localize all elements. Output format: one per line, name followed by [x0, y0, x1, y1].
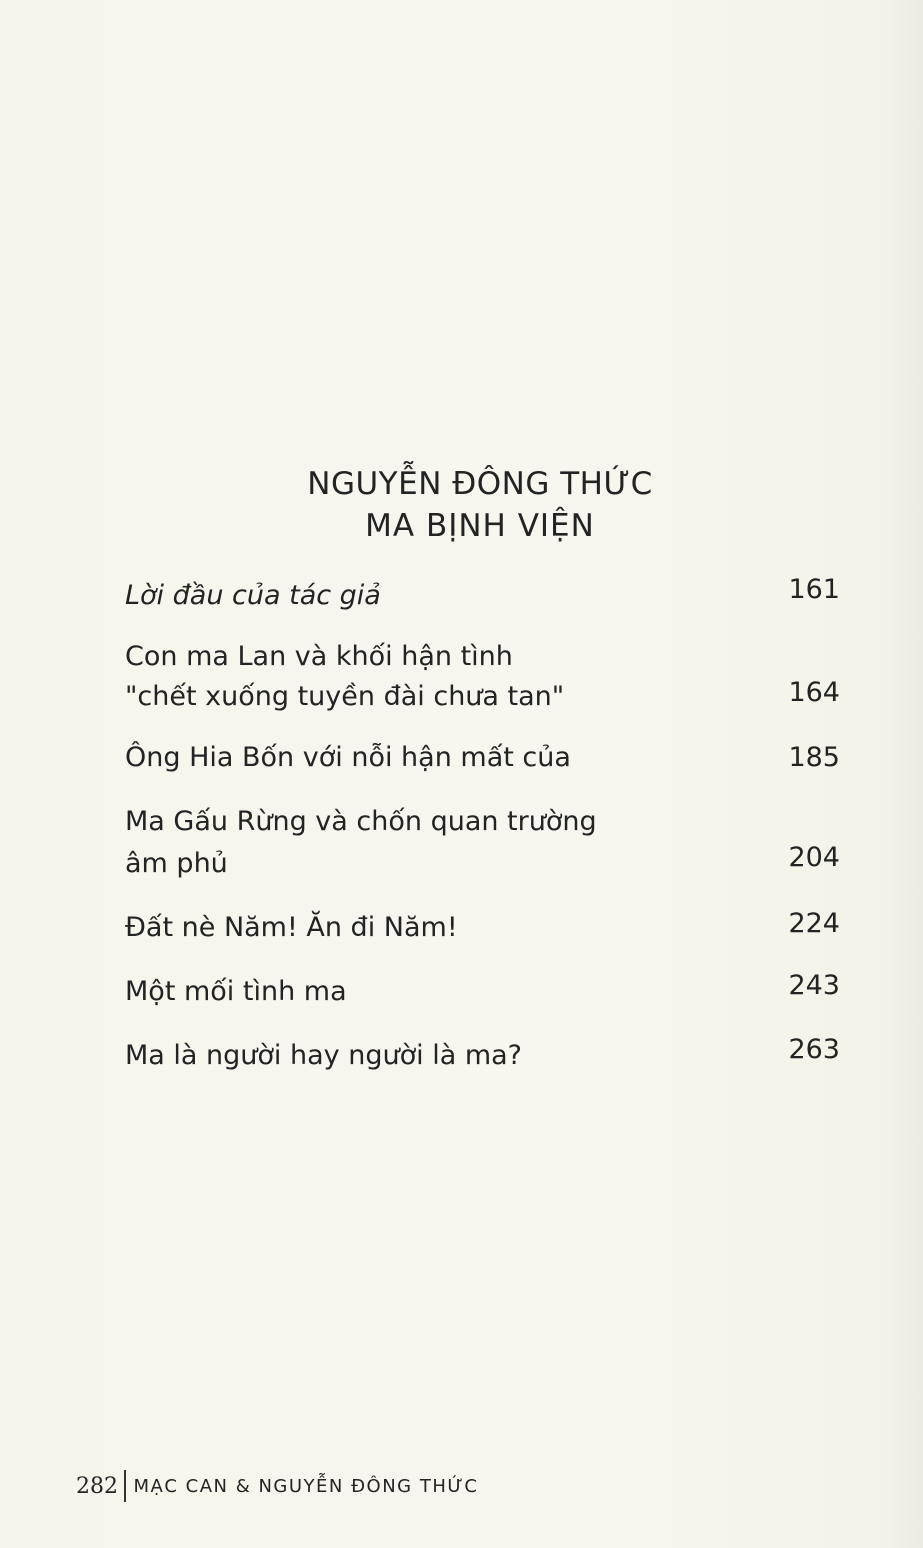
- toc-entry: [125, 802, 840, 882]
- toc-entry-title-line2: âm phủ: [125, 848, 228, 879]
- footer-divider: [124, 1470, 126, 1502]
- running-head: MẠC CAN & NGUYỄN ĐÔNG THỨC: [133, 1475, 479, 1497]
- toc-entry-title: Lời đầu của tác giả: [125, 580, 381, 611]
- toc-entry-page: 263: [788, 1034, 840, 1065]
- toc-entry-page: 204: [788, 842, 840, 873]
- toc-entry: [125, 570, 840, 610]
- toc-entry-title: Ma là người hay người là ma?: [125, 1040, 523, 1071]
- page-number: 282: [76, 1473, 118, 1499]
- toc-entry: [125, 637, 840, 717]
- section-author: NGUYỄN ĐÔNG THỨC: [307, 466, 653, 502]
- toc-entry: [125, 738, 840, 778]
- page-edge-shadow: [883, 0, 923, 1548]
- toc-entry-title-line2: "chết xuống tuyền đài chưa tan": [125, 681, 565, 712]
- toc-entry: [125, 966, 840, 1006]
- toc-entry-title: Con ma Lan và khối hận tình: [125, 641, 513, 672]
- toc-entry: [125, 1030, 840, 1070]
- section-book-title: MA BỊNH VIỆN: [365, 508, 595, 544]
- page-footer: [76, 1468, 478, 1504]
- toc-entry-title: Một mối tình ma: [125, 976, 347, 1007]
- toc-entry-page: 243: [788, 970, 840, 1001]
- toc-entry-page: 224: [788, 908, 840, 939]
- toc-entry-title: Ma Gấu Rừng và chốn quan trường: [125, 806, 597, 837]
- toc-entry-page: 185: [788, 742, 840, 773]
- toc-entry-title: Đất nè Năm! Ăn đi Năm!: [125, 912, 458, 943]
- toc-entry: [125, 904, 840, 944]
- toc-entry-page: 161: [788, 574, 840, 605]
- toc-entry-title: Ông Hia Bốn với nỗi hận mất của: [125, 742, 571, 773]
- toc-entry-page: 164: [788, 677, 840, 708]
